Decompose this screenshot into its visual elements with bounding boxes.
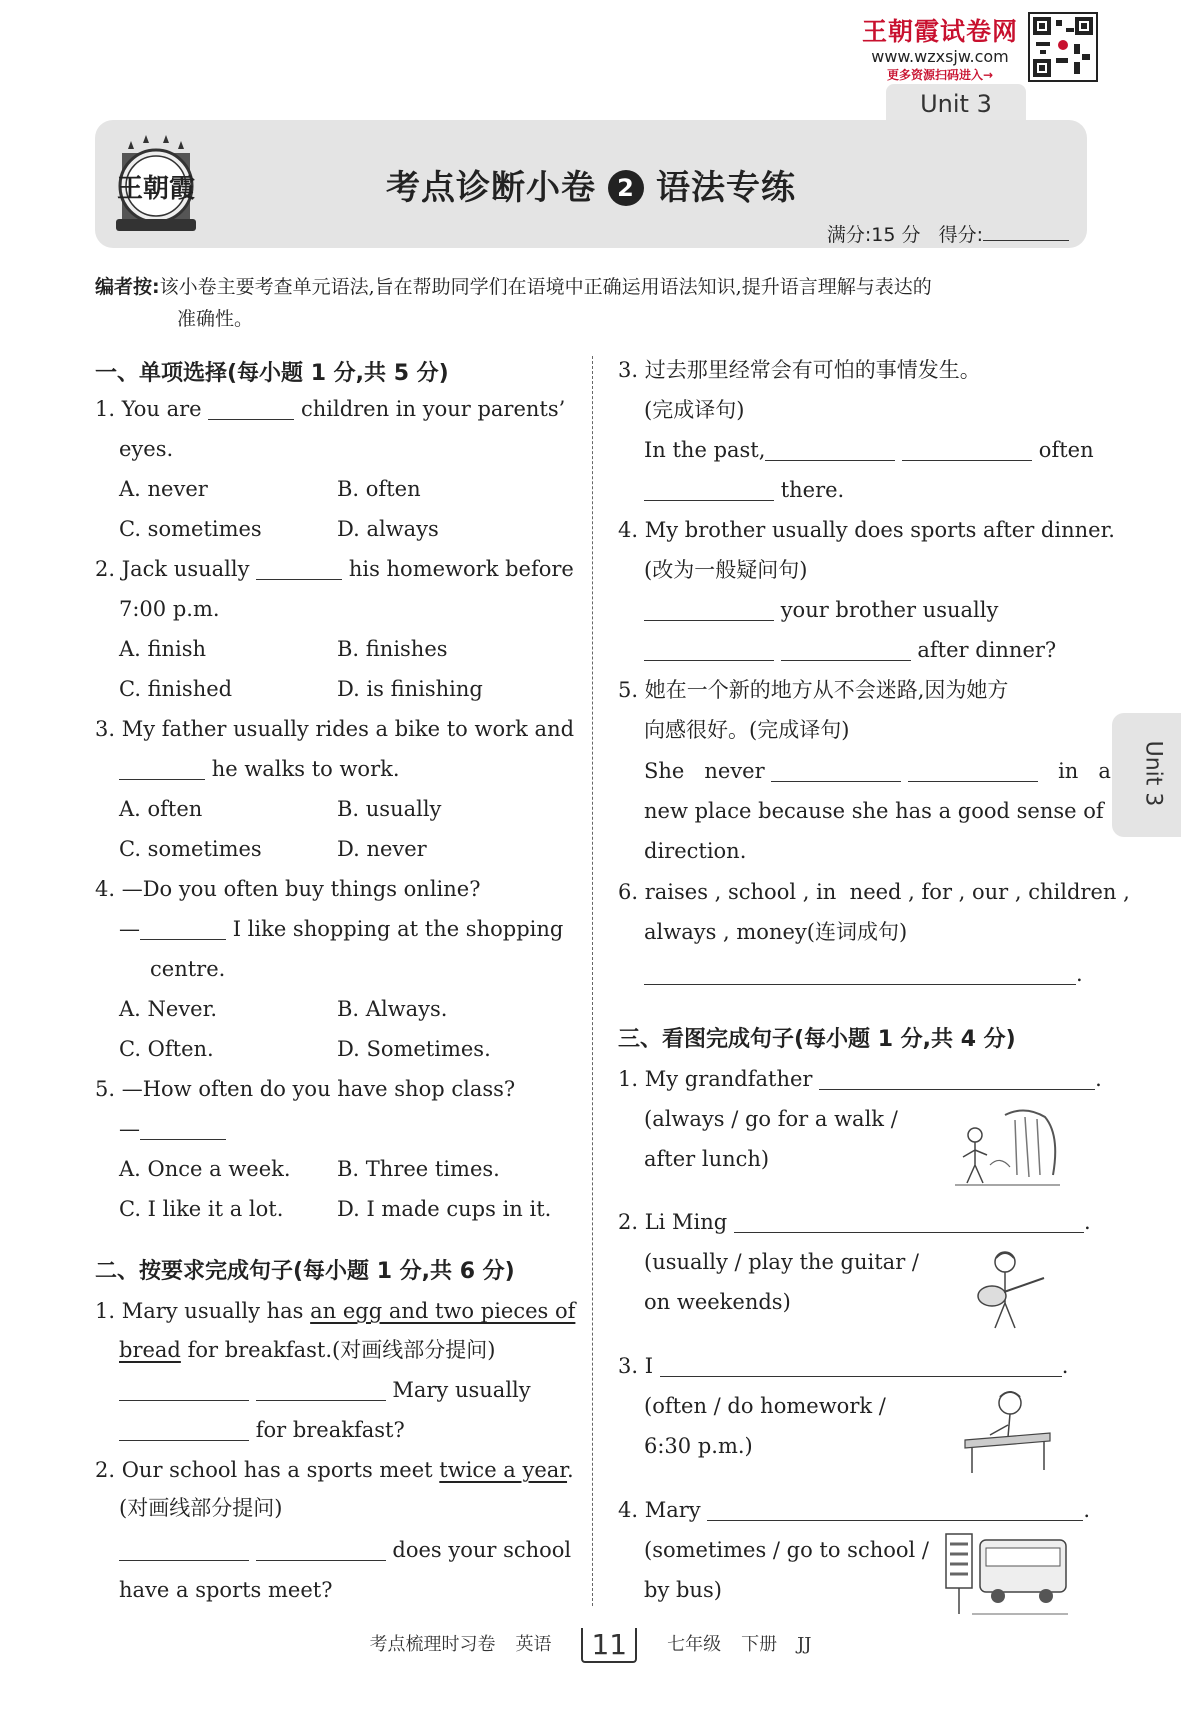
s1-q3-opt-c[interactable]: C. sometimes [119, 837, 262, 861]
s2-q2-line2: (对画线部分提问) [119, 1496, 283, 1520]
s1-q1-line2: eyes. [119, 437, 174, 461]
s2-q4-line4: after dinner? [644, 636, 1056, 664]
column-divider [592, 356, 593, 1606]
s1-q3-blank[interactable] [119, 757, 205, 780]
s2-q4-blank-2[interactable] [644, 638, 774, 661]
s1-q1-opt-a[interactable]: A. never [119, 477, 208, 501]
s1-q5-blank[interactable] [140, 1117, 226, 1140]
side-unit-label: Unit 3 [1140, 740, 1166, 807]
note-text-2: 准确性。 [177, 308, 254, 330]
s2-q3-blank-3[interactable] [644, 478, 774, 501]
s1-q3-opt-a[interactable]: A. often [119, 797, 203, 821]
s1-q2-line2: 7:00 p.m. [119, 597, 220, 621]
s2-q3-line3: In the past, often [644, 438, 1094, 462]
s1-q5-opt-c[interactable]: C. I like it a lot. [119, 1197, 284, 1221]
boy-homework-picture [960, 1385, 1055, 1475]
s3-q1-blank[interactable] [819, 1067, 1095, 1090]
s3-q4-hint2: by bus) [644, 1578, 722, 1602]
s2-q5-blank-2[interactable] [908, 759, 1038, 782]
s2-q4-line1: 4. My brother usually does sports after dinner. [618, 518, 1115, 542]
s2-q2-blank-1[interactable] [119, 1538, 249, 1561]
s1-q2-opt-c[interactable]: C. finished [119, 677, 233, 701]
logo-emblem-icon [108, 131, 204, 237]
s1-q3-line2: he walks to work. [119, 755, 400, 783]
s3-q3-line1: 3. I . [618, 1354, 1069, 1378]
s2-q3-line4: there. [644, 476, 844, 504]
s2-q1-underlined-2: bread [119, 1338, 181, 1362]
title-number: 2 [608, 170, 644, 206]
note-label: 编者按: [95, 276, 160, 298]
full-score: 满分:15 分 [826, 224, 921, 246]
s3-q4-line1: 4. Mary . [618, 1498, 1091, 1522]
s1-q2-opt-b[interactable]: B. finishes [337, 637, 448, 661]
score-blank[interactable] [983, 224, 1069, 241]
footer-grade: 七年级 [667, 1634, 722, 1655]
s3-q3-hint1: (often / do homework / [644, 1394, 886, 1418]
score-line [827, 220, 1069, 247]
s1-q1-opt-b[interactable]: B. often [337, 477, 421, 501]
s1-q1-opt-d[interactable]: D. always [337, 517, 439, 541]
s1-q2-line1: 2. Jack usually his homework before [95, 557, 574, 581]
s2-q3-line2: (完成译句) [644, 398, 745, 422]
s2-q3-blank-2[interactable] [902, 438, 1032, 461]
s2-q1-blank-3[interactable] [119, 1418, 249, 1441]
s1-q2-blank[interactable] [256, 557, 342, 580]
s2-q1-line4: for breakfast? [119, 1416, 405, 1444]
s3-q4-blank[interactable] [707, 1498, 1083, 1521]
s1-q1-blank[interactable] [208, 397, 294, 420]
s2-q4-blank-1[interactable] [644, 598, 774, 621]
s3-q2-hint2: on weekends) [644, 1290, 791, 1314]
got-score-label: 得分: [938, 224, 983, 246]
s2-q2-line4: have a sports meet? [119, 1578, 333, 1602]
s2-q2-underlined: twice a year [439, 1458, 568, 1482]
s1-q4-line3: centre. [150, 957, 226, 981]
s1-q4-opt-d[interactable]: D. Sometimes. [337, 1037, 491, 1061]
bus-stop-picture [942, 1528, 1072, 1618]
s3-q2-blank[interactable] [734, 1210, 1084, 1233]
svg-text:王朝霞: 王朝霞 [116, 174, 196, 204]
boy-guitar-picture [960, 1248, 1050, 1338]
title-part-b: 语法专练 [656, 168, 796, 208]
grandfather-walk-picture [945, 1105, 1065, 1195]
s2-q5-line4: new place because she has a good sense of [644, 799, 1104, 823]
side-unit-tab [1112, 713, 1181, 837]
s2-q5-line5: direction. [644, 839, 747, 863]
s3-q3-hint2: 6:30 p.m.) [644, 1434, 753, 1458]
s1-q3-line1: 3. My father usually rides a bike to work and [95, 717, 575, 741]
brand-url[interactable]: www.wzxsjw.com [871, 47, 1009, 66]
page-footer [0, 1628, 1181, 1663]
brand-name: 王朝霞试卷网 [861, 17, 1018, 46]
page-number: 11 [581, 1628, 637, 1663]
s2-q4-line3: your brother usually [644, 596, 998, 624]
note-text-1: 该小卷主要考查单元语法,旨在帮助同学们在语境中正确运用语法知识,提升语言理解与表达的 [159, 276, 932, 298]
s2-q5-line1: 5. 她在一个新的地方从不会迷路,因为她方 [618, 678, 1009, 702]
s2-q5-blank-1[interactable] [771, 759, 901, 782]
s1-q5-opt-b[interactable]: B. Three times. [337, 1157, 500, 1181]
s1-q4-line2: — I like shopping at the shopping [119, 917, 564, 941]
s2-q4-blank-3[interactable] [781, 638, 911, 661]
editor-note [95, 271, 1085, 335]
s2-q1-blank-2[interactable] [256, 1378, 386, 1401]
footer-subject: 英语 [515, 1634, 552, 1655]
s1-q3-opt-b[interactable]: B. usually [337, 797, 442, 821]
qr-code-icon[interactable] [1028, 12, 1098, 82]
s1-q2-opt-a[interactable]: A. finish [119, 637, 207, 661]
s2-q1-underlined-1: an egg and two pieces of [310, 1299, 576, 1323]
title-part-a: 考点诊断小卷 [386, 168, 596, 208]
s1-q5-opt-d[interactable]: D. I made cups in it. [337, 1197, 552, 1221]
footer-book: 考点梳理时习卷 [369, 1634, 496, 1655]
s1-q1-opt-c[interactable]: C. sometimes [119, 517, 262, 541]
unit-tab: Unit 3 [886, 84, 1026, 122]
s2-q2-line1: 2. Our school has a sports meet twice a year. [95, 1458, 574, 1482]
s2-q1-line2: bread for breakfast.(对画线部分提问) [119, 1338, 496, 1362]
s2-q2-blank-2[interactable] [256, 1538, 386, 1561]
s2-q4-line2: (改为一般疑问句) [644, 558, 808, 582]
s3-q2-hint1: (usually / play the guitar / [644, 1250, 919, 1274]
s3-q1-hint2: after lunch) [644, 1147, 770, 1171]
s2-q6-answer-blank[interactable] [644, 962, 1076, 985]
s2-q6-line1: 6. raises , school , in need , for , our , children , [618, 880, 1130, 904]
s2-q6-line2: always , money(连词成句) [644, 920, 908, 944]
s2-q5-line3: She never in a [644, 759, 1111, 783]
brand-tagline: 更多资源扫码进入→ [886, 68, 994, 82]
s2-q1-blank-1[interactable] [119, 1378, 249, 1401]
section-2-heading: 二、按要求完成句子(每小题 1 分,共 6 分) [95, 1259, 515, 1284]
footer-term: 下册 [741, 1634, 778, 1655]
s1-q4-opt-c[interactable]: C. Often. [119, 1037, 214, 1061]
s2-q5-line2: 向感很好。(完成译句) [644, 718, 850, 742]
s1-q1-line1: 1. You are children in your parents’ [95, 397, 566, 421]
s3-q2-line1: 2. Li Ming . [618, 1210, 1091, 1234]
s3-q1-hint1: (always / go for a walk / [644, 1107, 898, 1131]
brand-block [855, 12, 1025, 83]
s3-q3-blank[interactable] [660, 1354, 1062, 1377]
footer-edition: JJ [797, 1634, 812, 1655]
s2-q6-line3: . [644, 960, 1083, 988]
s1-q4-opt-b[interactable]: B. Always. [337, 997, 448, 1021]
s2-q3-line1: 3. 过去那里经常会有可怕的事情发生。 [618, 358, 981, 382]
s2-q1-line3: Mary usually [119, 1376, 531, 1404]
s1-q4-opt-a[interactable]: A. Never. [119, 997, 218, 1021]
s2-q2-line3: does your school [119, 1536, 571, 1564]
s3-q4-hint1: (sometimes / go to school / [644, 1538, 929, 1562]
s1-q3-opt-d[interactable]: D. never [337, 837, 427, 861]
s1-q5-line1: 5. —How often do you have shop class? [95, 1077, 516, 1101]
s2-q3-blank-1[interactable] [765, 438, 895, 461]
header-box [95, 120, 1087, 248]
s1-q2-opt-d[interactable]: D. is finishing [337, 677, 483, 701]
s1-q5-opt-a[interactable]: A. Once a week. [119, 1157, 291, 1181]
s2-q1-line1: 1. Mary usually has an egg and two pieces of [95, 1299, 576, 1323]
s3-q1-line1: 1. My grandfather . [618, 1067, 1102, 1091]
section-3-heading: 三、看图完成句子(每小题 1 分,共 4 分) [618, 1027, 1016, 1052]
s1-q4-line1: 4. —Do you often buy things online? [95, 877, 481, 901]
section-1-heading: 一、单项选择(每小题 1 分,共 5 分) [95, 361, 449, 386]
page-title [95, 160, 1087, 209]
s1-q4-blank[interactable] [140, 917, 226, 940]
s1-q5-line2: — [119, 1115, 226, 1143]
